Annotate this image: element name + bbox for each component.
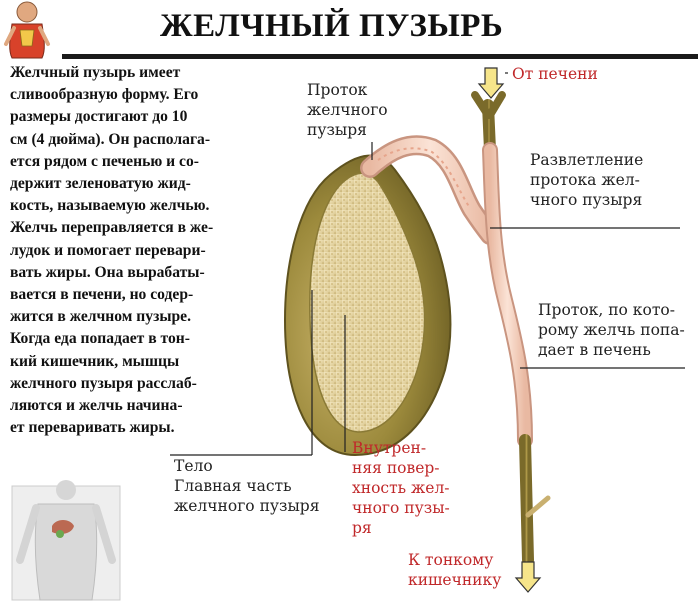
title-underline xyxy=(62,54,698,59)
down-arrow-icon xyxy=(516,562,540,592)
label-duct-to-liver: Проток, по кото- рому желчь попа- дает в печень xyxy=(538,301,685,359)
label-duct-branching: Развлетление протока жел- чного пузыря xyxy=(530,151,644,209)
page-title: ЖЕЛЧНЫЙ ПУЗЫРЬ xyxy=(160,8,504,44)
label-to-intestine: К тонкому кишечнику xyxy=(408,551,502,589)
gallbladder-body xyxy=(285,156,450,455)
label-gallbladder-duct: Проток желчного пузыря xyxy=(307,81,388,139)
hepatic-duct xyxy=(475,95,525,440)
label-body: Тело Главная часть желчного пузыря xyxy=(174,457,320,515)
body-silhouette-icon xyxy=(12,480,120,600)
label-inner-surface: Внутрен- няя повер- хность жел- чного пузы- ря xyxy=(352,439,450,537)
anatomy-figure-icon xyxy=(6,2,48,58)
description-text: Желчный пузырь имеет сливообразную форму. Его размеры достигают до 10 см (4 дюйма). Он располага- ется рядом с печенью и со- держит зеленоватую жид- кость, называемую желчью. Желчь переправляется в же- лудок и помогает перевари- вать жиры. Она вырабаты- вается в печени, но содер- жится в желчном пузыре. Когда еда попадает в тон- кий кишечник, мышцы желчного пузыря расслаб- ляются и желчь начина- ет переваривать жиры. xyxy=(10,64,214,437)
common-bile-duct xyxy=(525,440,548,560)
label-from-liver: От печени xyxy=(512,65,598,83)
